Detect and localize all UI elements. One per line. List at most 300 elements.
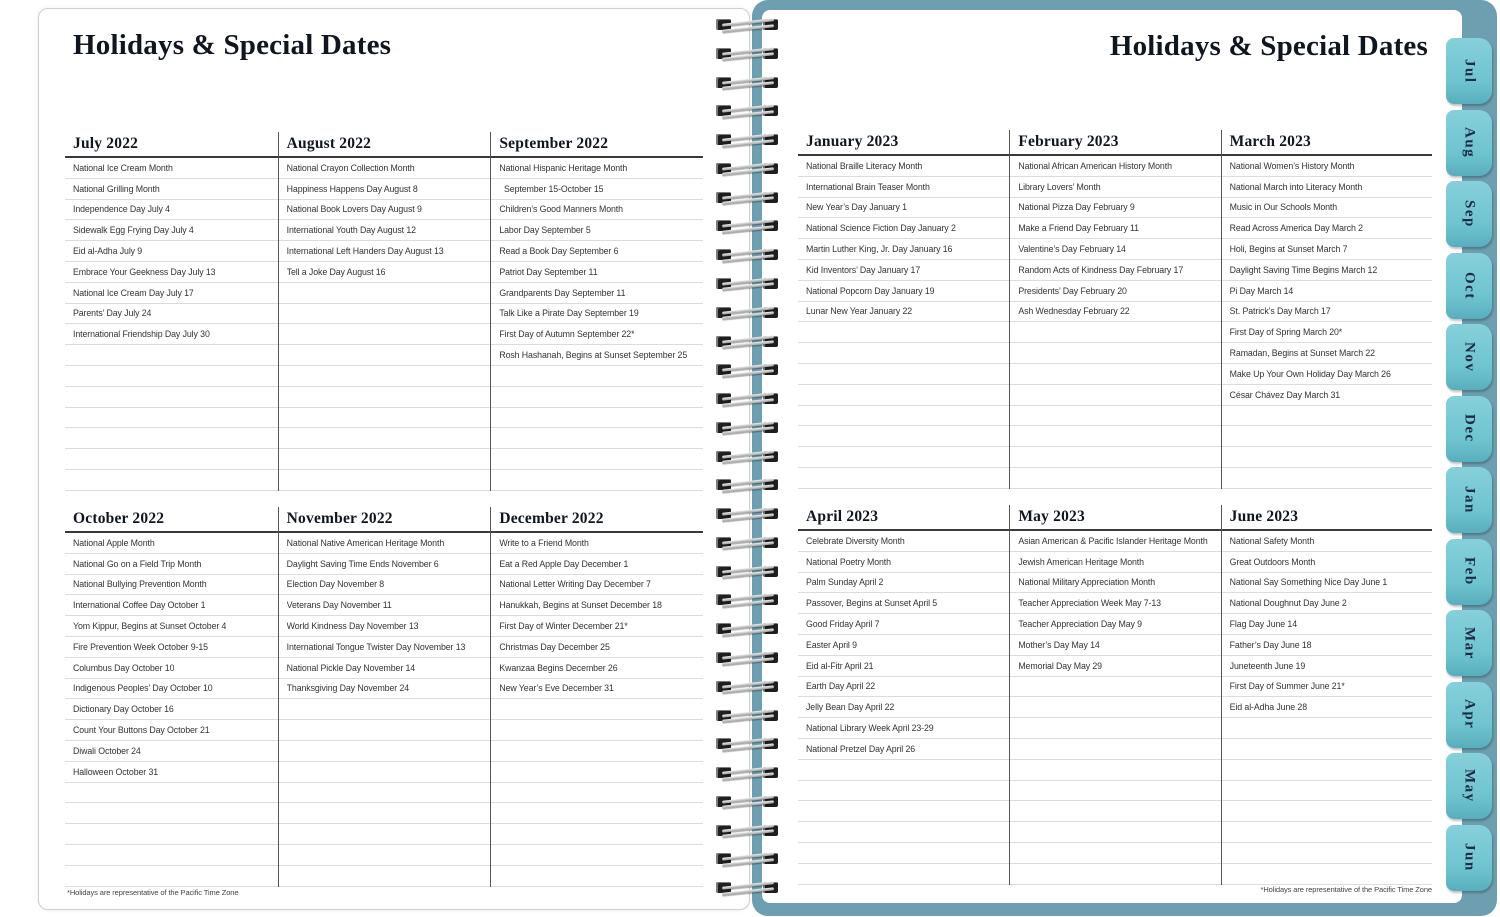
binding-coil	[700, 415, 792, 443]
holiday-row	[798, 635, 1009, 656]
holiday-row	[491, 470, 703, 491]
holiday-row	[279, 283, 491, 304]
month-header: September 2022	[491, 132, 703, 158]
month-tab-jul	[1446, 38, 1492, 104]
binding-coil	[700, 127, 792, 155]
binding-coil	[700, 185, 792, 213]
holiday-row	[491, 762, 703, 783]
month-column	[490, 132, 703, 491]
month-tab-dec	[1446, 396, 1492, 462]
holiday-row	[1010, 343, 1220, 364]
holiday-row	[1010, 385, 1220, 406]
holiday-label: Indigenous Peoples’ Day October 10	[73, 683, 213, 694]
holiday-row	[65, 762, 278, 783]
holiday-label: September 15-October 15	[499, 183, 604, 194]
binding-coil	[700, 386, 792, 414]
holiday-row	[65, 533, 278, 554]
holiday-row	[1010, 718, 1220, 739]
holiday-row	[1222, 781, 1432, 802]
holiday-label: Count Your Buttons Day October 21	[73, 725, 210, 736]
holiday-label: Teacher Appreciation Day May 9	[1018, 619, 1142, 630]
right-bottom-months	[798, 505, 1432, 885]
holiday-label: Random Acts of Kindness Day February 17	[1018, 264, 1184, 275]
holiday-row	[1222, 801, 1432, 822]
month-header: April 2023	[798, 505, 1009, 531]
holiday-row	[798, 156, 1009, 177]
binding-coil	[700, 12, 792, 40]
holiday-row	[1222, 218, 1432, 239]
month-column	[490, 507, 703, 887]
left-top-months	[65, 132, 703, 491]
month-header: June 2023	[1222, 505, 1432, 531]
holiday-row	[1010, 697, 1220, 718]
month-header: December 2022	[491, 507, 703, 533]
holiday-row	[1010, 573, 1220, 594]
holiday-label: Make Up Your Own Holiday Day March 26	[1229, 368, 1391, 379]
binding-coil	[700, 213, 792, 241]
binding-coil	[700, 818, 792, 846]
holiday-row	[65, 720, 278, 741]
holiday-row	[491, 866, 703, 887]
month-tab-oct	[1446, 253, 1492, 319]
holiday-row	[1222, 385, 1432, 406]
holiday-row	[65, 179, 278, 200]
holiday-label: National Doughnut Day June 2	[1229, 598, 1347, 609]
binding-coil	[700, 156, 792, 184]
holiday-label: Holi, Begins at Sunset March 7	[1229, 244, 1348, 255]
left-bottom-months	[65, 507, 703, 887]
holiday-label: Juneteenth June 19	[1229, 660, 1306, 671]
month-header: November 2022	[279, 507, 491, 533]
holiday-row	[279, 637, 491, 658]
holiday-label: First Day of Spring March 20*	[1229, 327, 1343, 338]
holiday-label: National Ice Cream Month	[73, 162, 173, 173]
holiday-row	[491, 200, 703, 221]
month-tab-label: Dec	[1461, 414, 1478, 443]
holiday-label: Yom Kippur, Begins at Sunset October 4	[73, 621, 227, 632]
month-column	[798, 130, 1009, 489]
holiday-row	[798, 177, 1009, 198]
holiday-row	[798, 864, 1009, 885]
holiday-row	[491, 449, 703, 470]
holiday-row	[279, 783, 491, 804]
binding-coil	[700, 444, 792, 472]
month-column	[1009, 505, 1220, 885]
holiday-row	[798, 343, 1009, 364]
holiday-label: Teacher Appreciation Week May 7-13	[1018, 598, 1161, 609]
holiday-row	[798, 677, 1009, 698]
holiday-label: Flag Day June 14	[1229, 619, 1298, 630]
holiday-label: Sidewalk Egg Frying Day July 4	[73, 225, 194, 236]
holiday-label: Father’s Day June 18	[1229, 639, 1312, 650]
holiday-row	[798, 781, 1009, 802]
holiday-label: Embrace Your Geekness Day July 13	[73, 266, 216, 277]
holiday-label: National Safety Month	[1229, 535, 1315, 546]
holiday-row	[1010, 822, 1220, 843]
holiday-label: Tell a Joke Day August 16	[286, 266, 386, 277]
holiday-row	[65, 262, 278, 283]
holiday-label: National Book Lovers Day August 9	[286, 204, 422, 215]
month-header: May 2023	[1010, 505, 1220, 531]
holiday-label: Martin Luther King, Jr. Day January 16	[806, 244, 953, 255]
holiday-row	[279, 366, 491, 387]
holiday-label: Patriot Day September 11	[499, 266, 598, 277]
month-tab-jan	[1446, 467, 1492, 533]
month-tab-label: Oct	[1461, 271, 1478, 300]
holiday-row	[1222, 302, 1432, 323]
holiday-row	[1010, 302, 1220, 323]
holiday-label: Make a Friend Day February 11	[1018, 223, 1139, 234]
holiday-row	[65, 408, 278, 429]
binding-coil	[700, 559, 792, 587]
holiday-row	[798, 406, 1009, 427]
holiday-row	[1010, 218, 1220, 239]
holiday-label: New Year’s Eve December 31	[499, 683, 614, 694]
month-tab-mar	[1446, 610, 1492, 676]
holiday-label: Read a Book Day September 6	[499, 246, 619, 257]
binding-coil	[700, 41, 792, 69]
holiday-label: Easter April 9	[806, 639, 857, 650]
month-tab-label: Jan	[1461, 486, 1478, 514]
month-tab-sep	[1446, 181, 1492, 247]
timezone-footnote: *Holidays are representative of the Pacific Time Zone	[1260, 885, 1432, 894]
holiday-row	[1222, 697, 1432, 718]
holiday-label: Earth Day April 22	[806, 681, 876, 692]
holiday-row	[279, 803, 491, 824]
holiday-label: Kwanzaa Begins December 26	[499, 662, 618, 673]
holiday-label: Library Lovers’ Month	[1018, 181, 1101, 192]
holiday-label: National Apple Month	[73, 537, 155, 548]
month-tab-apr	[1446, 682, 1492, 748]
holiday-row	[491, 824, 703, 845]
holiday-row	[1222, 843, 1432, 864]
holiday-label: Christmas Day December 25	[499, 641, 610, 652]
holiday-label: National African American History Month	[1018, 160, 1172, 171]
holiday-row	[65, 387, 278, 408]
binding-coil	[700, 674, 792, 702]
holiday-row	[798, 322, 1009, 343]
holiday-row	[1222, 718, 1432, 739]
holiday-label: Good Friday April 7	[806, 619, 880, 630]
holiday-row	[1222, 426, 1432, 447]
month-header: February 2023	[1010, 130, 1220, 156]
holiday-row	[798, 593, 1009, 614]
holiday-label: Mother’s Day May 14	[1018, 639, 1100, 650]
holiday-label: Veterans Day November 11	[286, 600, 392, 611]
month-tab-label: Feb	[1461, 557, 1478, 586]
holiday-label: Read Across America Day March 2	[1229, 223, 1363, 234]
holiday-row	[798, 822, 1009, 843]
month-column	[1221, 130, 1432, 489]
holiday-row	[65, 470, 278, 491]
holiday-label: Jewish American Heritage Month	[1018, 556, 1144, 567]
holiday-row	[1222, 260, 1432, 281]
holiday-row	[65, 637, 278, 658]
holiday-row	[491, 616, 703, 637]
holiday-row	[1010, 593, 1220, 614]
holiday-row	[491, 220, 703, 241]
holiday-row	[1222, 447, 1432, 468]
binding-coil	[700, 645, 792, 673]
holiday-row	[491, 324, 703, 345]
binding-coil	[700, 70, 792, 98]
month-tab-may	[1446, 753, 1492, 819]
month-column	[278, 132, 491, 491]
holiday-row	[798, 739, 1009, 760]
holiday-row	[279, 220, 491, 241]
binding-coil	[700, 242, 792, 270]
holiday-row	[1222, 177, 1432, 198]
holiday-row	[1010, 156, 1220, 177]
holiday-row	[491, 741, 703, 762]
holiday-row	[279, 428, 491, 449]
holiday-row	[279, 741, 491, 762]
holiday-label: Independence Day July 4	[73, 204, 170, 215]
holiday-row	[491, 262, 703, 283]
holiday-row	[798, 760, 1009, 781]
binding-coil	[700, 587, 792, 615]
holiday-row	[65, 220, 278, 241]
page-title: Holidays & Special Dates	[1109, 30, 1428, 62]
holiday-label: Diwali October 24	[73, 745, 141, 756]
holiday-label: Palm Sunday April 2	[806, 577, 884, 588]
holiday-row	[1222, 406, 1432, 427]
holiday-row	[1010, 260, 1220, 281]
holiday-label: Dictionary Day October 16	[73, 704, 174, 715]
holiday-label: International Left Handers Day August 13	[286, 246, 444, 257]
holiday-row	[1222, 322, 1432, 343]
holiday-label: National Braille Literacy Month	[806, 160, 923, 171]
month-tab-label: Nov	[1461, 341, 1478, 373]
month-column	[1009, 130, 1220, 489]
holiday-row	[279, 575, 491, 596]
holiday-label: International Brain Teaser Month	[806, 181, 930, 192]
holiday-row	[1010, 677, 1220, 698]
holiday-row	[1010, 322, 1220, 343]
holiday-label: First Day of Winter December 21*	[499, 621, 628, 632]
holiday-row	[279, 658, 491, 679]
holiday-label: National Poetry Month	[806, 556, 891, 567]
page-title: Holidays & Special Dates	[73, 29, 392, 61]
holiday-row	[798, 260, 1009, 281]
holiday-label: International Friendship Day July 30	[73, 329, 210, 340]
binding-coil	[700, 530, 792, 558]
holiday-label: Ash Wednesday February 22	[1018, 306, 1130, 317]
holiday-row	[65, 866, 278, 887]
holiday-row	[798, 364, 1009, 385]
holiday-row	[279, 762, 491, 783]
holiday-row	[65, 345, 278, 366]
holiday-row	[65, 595, 278, 616]
holiday-row	[491, 366, 703, 387]
holiday-row	[65, 283, 278, 304]
holiday-row	[279, 720, 491, 741]
holiday-label: National March into Literacy Month	[1229, 181, 1363, 192]
month-header: January 2023	[798, 130, 1009, 156]
holiday-label: Thanksgiving Day November 24	[286, 683, 410, 694]
month-column	[798, 505, 1009, 885]
holiday-row	[798, 531, 1009, 552]
holiday-row	[798, 281, 1009, 302]
holiday-row	[65, 824, 278, 845]
holiday-row	[1222, 593, 1432, 614]
month-tab-label: Jul	[1461, 58, 1478, 84]
holiday-row	[491, 179, 703, 200]
holiday-row	[279, 554, 491, 575]
holiday-row	[798, 552, 1009, 573]
holiday-row	[1010, 843, 1220, 864]
holiday-label: Memorial Day May 29	[1018, 660, 1102, 671]
holiday-row	[798, 426, 1009, 447]
holiday-label: National Crayon Collection Month	[286, 162, 415, 173]
month-tab-feb	[1446, 539, 1492, 605]
holiday-row	[279, 241, 491, 262]
holiday-row	[65, 741, 278, 762]
holiday-label: National Women’s History Month	[1229, 160, 1355, 171]
month-header: October 2022	[65, 507, 278, 533]
holiday-label: Pi Day March 14	[1229, 285, 1294, 296]
binding-coil	[700, 875, 792, 903]
holiday-row	[1010, 635, 1220, 656]
holiday-label: Election Day November 8	[286, 579, 385, 590]
holiday-label: National Letter Writing Day December 7	[499, 579, 651, 590]
holiday-row	[65, 845, 278, 866]
holiday-row	[279, 845, 491, 866]
holiday-row	[279, 262, 491, 283]
holiday-row	[491, 637, 703, 658]
binding-coil	[700, 98, 792, 126]
holiday-row	[279, 470, 491, 491]
month-tab-nov	[1446, 324, 1492, 390]
holiday-label: National Science Fiction Day January 2	[806, 223, 956, 234]
holiday-label: National Military Appreciation Month	[1018, 577, 1156, 588]
holiday-row	[65, 158, 278, 179]
holiday-label: Asian American & Pacific Islander Heritage Month	[1018, 535, 1208, 546]
holiday-row	[491, 158, 703, 179]
holiday-row	[279, 324, 491, 345]
holiday-row	[65, 554, 278, 575]
holiday-row	[279, 866, 491, 887]
holiday-row	[279, 408, 491, 429]
holiday-row	[1222, 364, 1432, 385]
binding-coil	[700, 789, 792, 817]
holiday-row	[491, 679, 703, 700]
holiday-row	[1222, 531, 1432, 552]
holiday-row	[1222, 156, 1432, 177]
holiday-label: Celebrate Diversity Month	[806, 535, 905, 546]
holiday-row	[1222, 864, 1432, 885]
holiday-label: Labor Day September 5	[499, 225, 591, 236]
holiday-row	[279, 158, 491, 179]
holiday-row	[1222, 635, 1432, 656]
holiday-row	[1010, 426, 1220, 447]
holiday-row	[1222, 677, 1432, 698]
binding-coil	[700, 760, 792, 788]
holiday-label: St. Patrick’s Day March 17	[1229, 306, 1331, 317]
binding-coil	[700, 703, 792, 731]
holiday-label: International Coffee Day October 1	[73, 600, 206, 611]
holiday-label: Presidents’ Day February 20	[1018, 285, 1127, 296]
holiday-row	[798, 656, 1009, 677]
binding-coil	[700, 846, 792, 874]
right-top-months	[798, 130, 1432, 489]
month-tab-label: Aug	[1461, 126, 1478, 159]
holiday-label: National Grilling Month	[73, 183, 160, 194]
binding-coil	[700, 472, 792, 500]
holiday-row	[798, 573, 1009, 594]
holiday-row	[1010, 447, 1220, 468]
holiday-row	[1010, 614, 1220, 635]
holiday-label: National Pretzel Day April 26	[806, 743, 916, 754]
holiday-row	[279, 345, 491, 366]
holiday-row	[798, 468, 1009, 489]
holiday-label: Rosh Hashanah, Begins at Sunset September 25	[499, 350, 688, 361]
binding-coil	[700, 271, 792, 299]
binding-coil	[700, 501, 792, 529]
holiday-label: Eid al-Adha July 9	[73, 246, 143, 257]
holiday-row	[1010, 531, 1220, 552]
holiday-row	[1222, 573, 1432, 594]
holiday-row	[279, 200, 491, 221]
holiday-row	[798, 447, 1009, 468]
holiday-row	[491, 408, 703, 429]
holiday-label: National Hispanic Heritage Month	[499, 162, 628, 173]
holiday-row	[1222, 239, 1432, 260]
spiral-binding	[700, 12, 792, 904]
month-tab-label: Apr	[1461, 699, 1478, 730]
holiday-row	[1222, 739, 1432, 760]
holiday-row	[491, 575, 703, 596]
holiday-row	[491, 283, 703, 304]
holiday-row	[65, 324, 278, 345]
holiday-label: National Popcorn Day January 19	[806, 285, 935, 296]
holiday-row	[491, 803, 703, 824]
holiday-label: Columbus Day October 10	[73, 662, 175, 673]
left-page	[38, 8, 750, 910]
holiday-label: Fire Prevention Week October 9-15	[73, 641, 208, 652]
holiday-label: National Say Something Nice Day June 1	[1229, 577, 1388, 588]
holiday-row	[1222, 552, 1432, 573]
holiday-label: Music in Our Schools Month	[1229, 202, 1338, 213]
holiday-row	[1222, 656, 1432, 677]
holiday-row	[491, 533, 703, 554]
holiday-label: Children’s Good Manners Month	[499, 204, 623, 215]
holiday-label: Valentine’s Day February 14	[1018, 244, 1126, 255]
month-column	[65, 507, 278, 887]
holiday-row	[65, 366, 278, 387]
holiday-row	[798, 801, 1009, 822]
holiday-label: Daylight Saving Time Begins March 12	[1229, 264, 1378, 275]
holiday-row	[1010, 781, 1220, 802]
holiday-row	[1222, 198, 1432, 219]
holiday-row	[65, 428, 278, 449]
month-header: August 2022	[279, 132, 491, 158]
holiday-row	[491, 699, 703, 720]
holiday-row	[1010, 281, 1220, 302]
timezone-footnote: *Holidays are representative of the Pacific Time Zone	[67, 888, 239, 897]
holiday-label: Lunar New Year January 22	[806, 306, 913, 317]
month-column	[65, 132, 278, 491]
binding-coil	[700, 329, 792, 357]
holiday-label: Passover, Begins at Sunset April 5	[806, 598, 938, 609]
holiday-row	[1222, 343, 1432, 364]
holiday-row	[279, 616, 491, 637]
holiday-label: Talk Like a Pirate Day September 19	[499, 308, 639, 319]
holiday-row	[279, 304, 491, 325]
month-tab-aug	[1446, 110, 1492, 176]
holiday-row	[1222, 281, 1432, 302]
holiday-row	[491, 345, 703, 366]
